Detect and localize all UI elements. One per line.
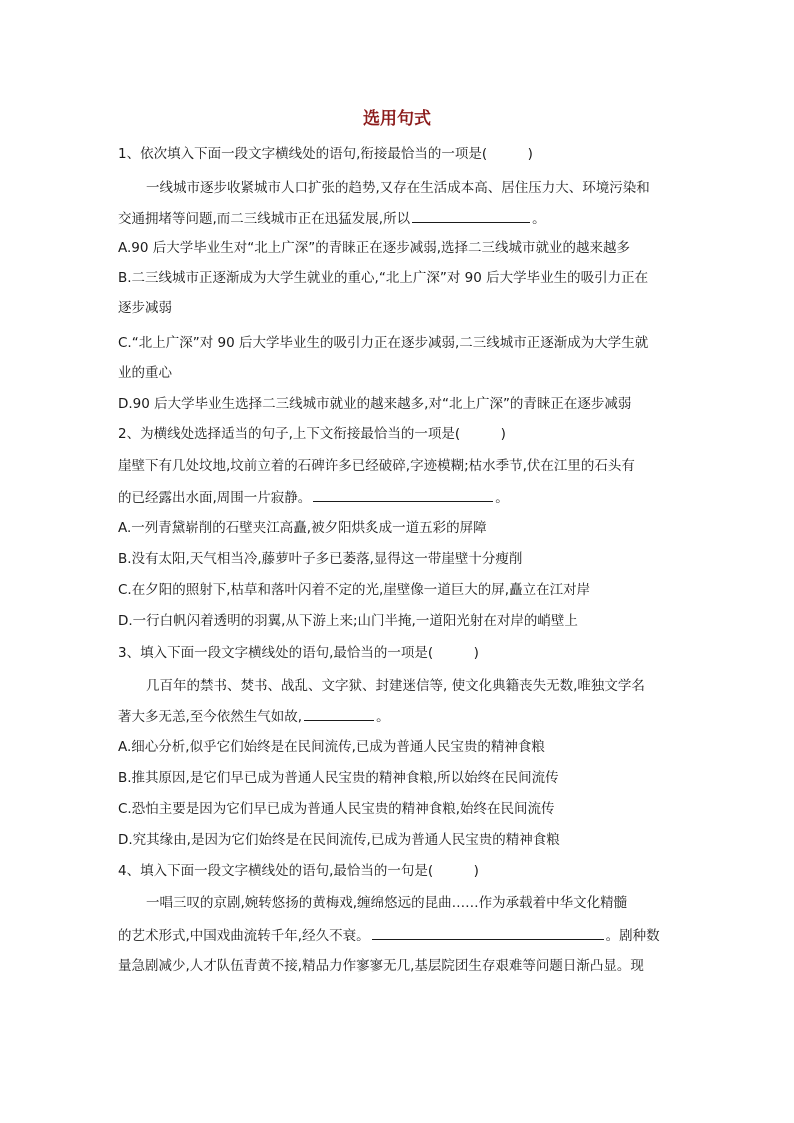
question-4-passage-text: 的艺术形式,中国戏曲流转千年,经久不衰。 <box>118 928 370 944</box>
question-4-answer-blank <box>372 925 604 940</box>
question-1-option-b-line-1: B.二三线城市正逐渐成为大学生就业的重心,“北上广深”对 90 后大学毕业生的吸引力正在 <box>118 270 649 286</box>
question-4-passage-line-3: 量急剧减少,人才队伍青黄不接,精品力作寥寥无几,基层院团生存艰难等问题日渐凸显。现 <box>118 958 644 974</box>
question-1-option-d: D.90 后大学毕业生选择二三线城市就业的越来越多,对“北上广深”的青睐正在逐步减弱 <box>118 396 632 412</box>
question-2-option-a: A.一列青黛崭削的石壁夹江高矗,被夕阳烘炙成一道五彩的屏障 <box>118 520 487 536</box>
question-2-passage-line-1: 崖壁下有几处坟地,坟前立着的石碑许多已经破碎,字迹模糊;枯水季节,伏在江里的石头有 <box>118 458 635 474</box>
question-1-passage-text: 交通拥堵等问题,而二三线城市正在迅猛发展,所以 <box>118 211 411 227</box>
question-3-option-c: C.恐怕主要是因为它们早已成为普通人民宝贵的精神食粮,始终在民间流传 <box>118 801 555 817</box>
question-3-passage-line-2 <box>118 706 390 727</box>
question-3-option-d: D.究其缘由,是因为它们始终是在民间流传,已成为普通人民宝贵的精神食粮 <box>118 832 560 848</box>
question-3-passage-line-1: 几百年的禁书、焚书、战乱、文字狱、封建迷信等, 使文化典籍丧失无数,唯独文学名 <box>146 678 645 694</box>
question-1-passage-end: 。 <box>532 211 546 227</box>
question-2-stem: 2、为横线处选择适当的句子,上下文衔接最恰当的一项是( ) <box>118 426 506 442</box>
question-1-option-c-line-1: C.“北上广深”对 90 后大学毕业生的吸引力正在逐步减弱,二三线城市正逐渐成为大学生就 <box>118 335 649 351</box>
question-2-option-b: B.没有太阳,天气相当冷,藤萝叶子多已萎落,显得这一带崖壁十分瘦削 <box>118 551 523 567</box>
question-2-answer-blank <box>313 487 493 502</box>
question-4-passage-line-2 <box>118 925 660 946</box>
question-2-passage-end: 。 <box>495 490 509 506</box>
question-1-stem: 1、依次填入下面一段文字横线处的语句,衔接最恰当的一项是( ) <box>118 146 533 162</box>
page-title: 选用句式 <box>363 109 431 129</box>
question-1-option-b-line-2: 逐步减弱 <box>118 300 172 316</box>
question-2-passage-text: 的已经露出水面,周围一片寂静。 <box>118 490 312 506</box>
question-1-passage-line-1: 一线城市逐步收紧城市人口扩张的趋势,又存在生活成本高、居住压力大、环境污染和 <box>146 180 650 196</box>
question-1-answer-blank <box>412 208 530 223</box>
question-3-stem: 3、填入下面一段文字横线处的语句,最恰当的一项是( ) <box>118 645 479 661</box>
question-1-passage-line-2 <box>118 208 546 229</box>
question-4-stem: 4、填入下面一段文字横线处的语句,最恰当的一句是( ) <box>118 863 479 879</box>
question-2-option-c: C.在夕阳的照射下,枯草和落叶闪着不定的光,崖壁像一道巨大的屏,矗立在江对岸 <box>118 582 591 598</box>
question-3-passage-end: 。 <box>376 709 390 725</box>
question-3-option-b: B.推其原因,是它们早已成为普通人民宝贵的精神食粮,所以始终在民间流传 <box>118 770 559 786</box>
question-1-option-a: A.90 后大学毕业生对“北上广深”的青睐正在逐步减弱,选择二三线城市就业的越来越多 <box>118 240 631 256</box>
question-2-option-d: D.一行白帆闪着透明的羽翼,从下游上来;山门半掩,一道阳光射在对岸的峭壁上 <box>118 613 578 629</box>
question-3-option-a: A.细心分析,似乎它们始终是在民间流传,已成为普通人民宝贵的精神食粮 <box>118 739 545 755</box>
question-4-passage-end: 。剧种数 <box>605 928 660 944</box>
question-3-passage-text: 著大多无恙,至今依然生气如故, <box>118 709 303 725</box>
question-1-option-c-line-2: 业的重心 <box>118 365 172 381</box>
question-2-passage-line-2 <box>118 487 509 508</box>
question-4-passage-line-1: 一唱三叹的京剧,婉转悠扬的黄梅戏,缠绵悠远的昆曲……作为承载着中华文化精髓 <box>146 895 628 911</box>
question-3-answer-blank <box>304 706 374 721</box>
